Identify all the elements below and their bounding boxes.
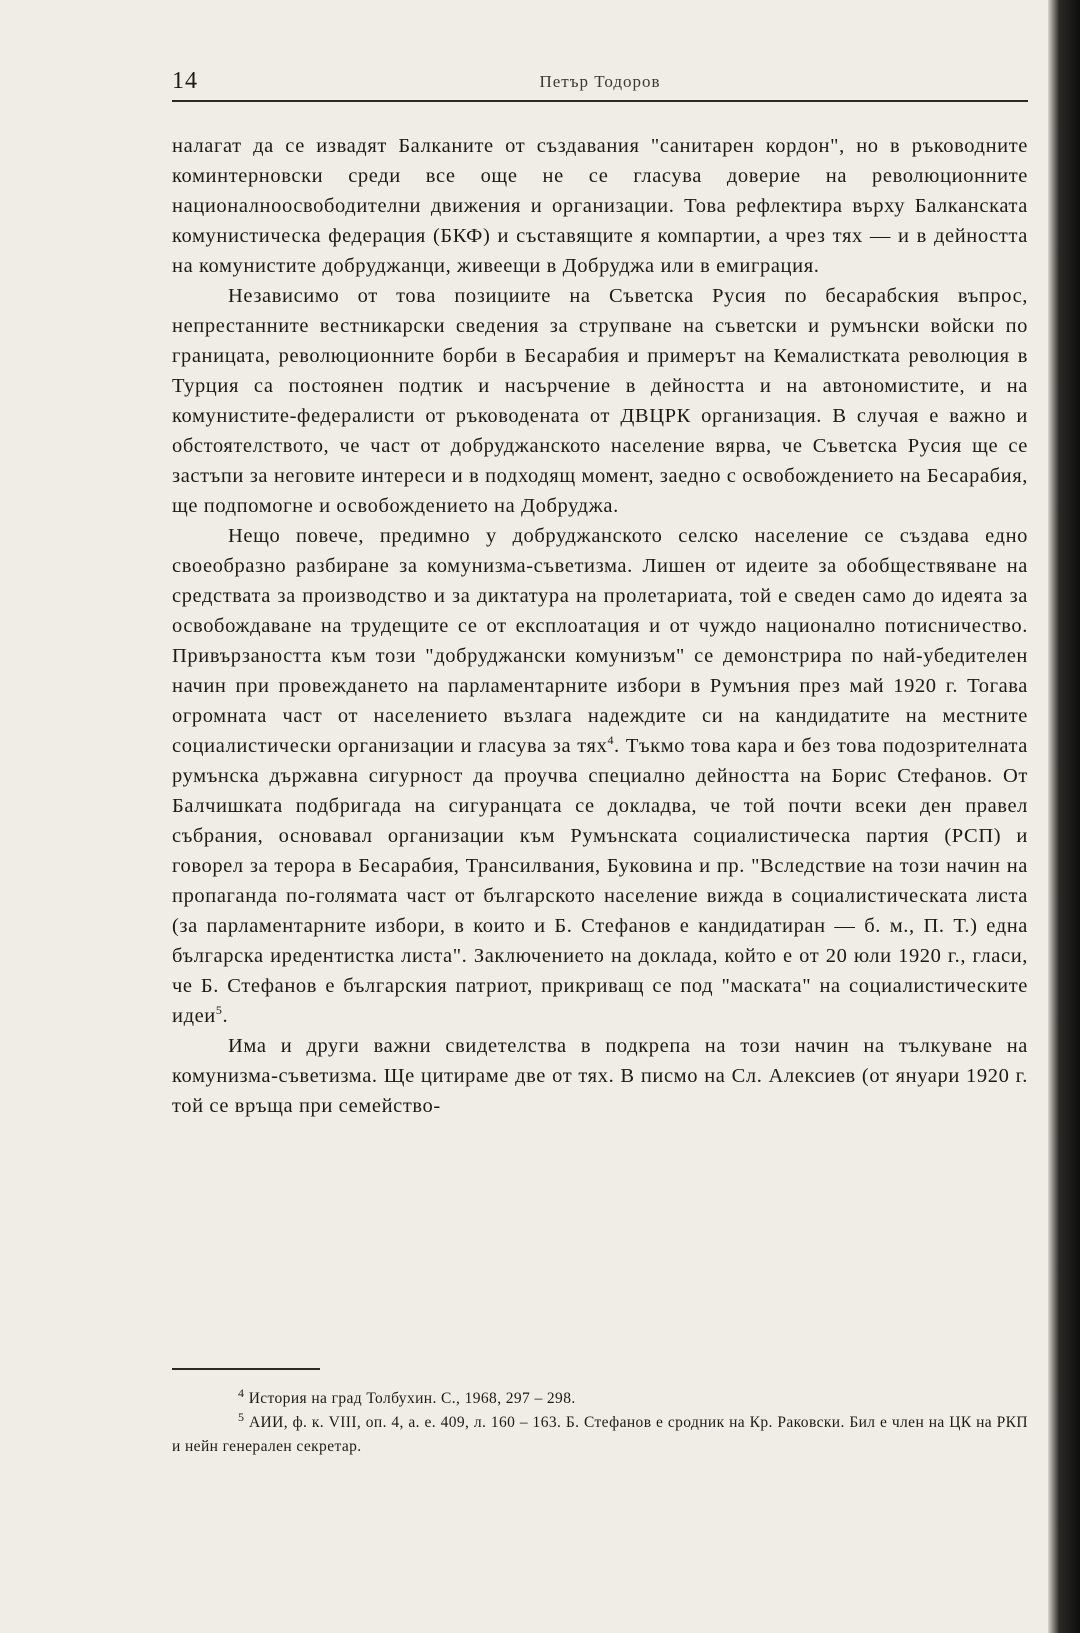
footnote-4 bbox=[172, 1387, 1028, 1411]
footnotes bbox=[172, 1387, 1028, 1459]
footnote-5-text: АИИ, ф. к. VIII, оп. 4, а. е. 409, л. 160 – 163. Б. Стефанов е сродник на Кр. Раковски. Бил е член на ЦК на РКП и нейн генерален секретар. bbox=[172, 1414, 1028, 1455]
footnote-5 bbox=[172, 1411, 1028, 1459]
paragraph-3 bbox=[172, 521, 1028, 1031]
footnote-4-text: История на град Толбухин. С., 1968, 297 – 298. bbox=[248, 1390, 576, 1407]
footnote-rule bbox=[172, 1368, 320, 1370]
body-text bbox=[172, 131, 1028, 1121]
footnote-ref-4: 4 bbox=[607, 733, 615, 748]
footnote-marker-5: 5 bbox=[238, 1409, 245, 1424]
page-number: 14 bbox=[172, 68, 198, 94]
page-header bbox=[172, 66, 1028, 100]
paragraph-2: Независимо от това позициите на Съветска Русия по бесарабския въпрос, непрестанните вестникарски сведения за струпване на съветски и румънски войски по границата, революционните борби в Бесарабия и примерът на Кемалистката революция в Турция са постоянен подтик и насърчение в дейността и на автономистите, и на комунистите-федералисти от ръководената от ДВЦРК организация. В случая е важно и обстоятелството, че част от добруджанското население вярва, че Съветска Русия ще се застъпи за неговите интереси и в подходящ момент, заедно с освобождението на Бесарабия, ще подпомогне и освобождението на Добруджа. bbox=[172, 285, 1028, 517]
paragraph-3-part-c: . bbox=[222, 1005, 229, 1027]
header-rule bbox=[172, 100, 1028, 102]
running-title: Петър Тодоров bbox=[539, 72, 661, 91]
footnote-marker-4: 4 bbox=[238, 1385, 245, 1400]
paragraph-3-part-a: Нещо повече, предимно у добруджанското селско население се създава едно своеобразно разбиране за комунизма-съветизма. Лишен от идеите за обобществяване на средствата за производство и за диктатура на пролетариата, той е сведен само до идеята за освобождаване на трудещите се от експлоатация и от чуждо национално потисничество. Привързаността към този "добруджански комунизъм" се демонстрира по най-убедителен начин при провеждането на парламентарните избори в Румъния през май 1920 г. Тогава огромната част от населението възлага надеждите си на кандидатите на местните социалистически организации и гласува за тях bbox=[172, 525, 1028, 757]
footnote-ref-5: 5 bbox=[215, 1003, 223, 1018]
book-spine-edge bbox=[1048, 0, 1080, 1633]
paragraph-3-part-b: . Тъкмо това кара и без това подозрителната румънска държавна сигурност да проучва специално дейността на Борис Стефанов. От Балчишката подбригада на сигуранцата се докладва, че той почти всеки ден правел събрания, основавал организации към Румънската социалистическа партия (РСП) и говорел за терора в Бесарабия, Трансилвания, Буковина и пр. "Вследствие на този начин на пропаганда по-голямата част от българското население вижда в социалистическата листа (за парламентарните избори, в които и Б. Стефанов е кандидатиран — б. м., П. Т.) една българска иредентистка листа". Заключението на доклада, който е от 20 юли 1920 г., гласи, че Б. Стефанов е българския патриот, прикриващ се под "маската" на социалистическите идеи bbox=[172, 735, 1028, 1027]
paragraph-1: налагат да се извадят Балканите от създавания "санитарен кордон", но в ръководните коминтерновски среди все още не се гласува доверие на революционните националноосвободителни движения и организации. Това рефлектира върху Балканската комунистическа федерация (БКФ) и съставящите я компартии, а чрез тях — и в дейността на комунистите добруджанци, живеещи в Добруджа или в емиграция. bbox=[172, 135, 1028, 277]
paragraph-4: Има и други важни свидетелства в подкрепа на този начин на тълкуване на комунизма-съветизма. Ще цитираме две от тях. В писмо на Сл. Алексиев (от януари 1920 г. той се връща при семейство- bbox=[172, 1035, 1028, 1117]
